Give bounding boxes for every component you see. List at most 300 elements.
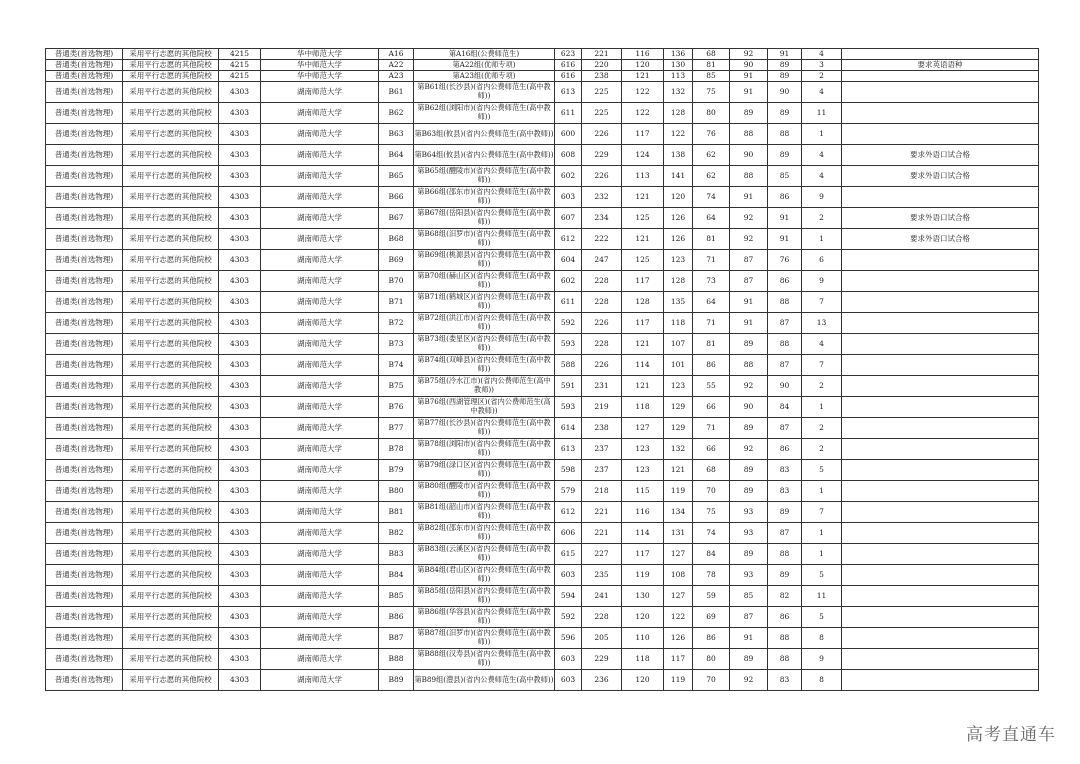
- cell-school-code: 4303: [219, 460, 261, 481]
- cell-rank-b: 76: [768, 250, 802, 271]
- cell-score-elective: 85: [693, 71, 730, 82]
- cell-school-name: 湖南师范大学: [261, 334, 379, 355]
- cell-category: 普通类(首选物理): [46, 124, 123, 145]
- cell-rank-a: 89: [730, 649, 768, 670]
- cell-rank-a: 87: [730, 607, 768, 628]
- cell-rank-b: 89: [768, 71, 802, 82]
- cell-group-code: B78: [379, 439, 414, 460]
- cell-rank-a: 90: [730, 60, 768, 71]
- cell-remark: [842, 103, 1039, 124]
- cell-rank-a: 89: [730, 481, 768, 502]
- cell-score-physics: 119: [664, 670, 693, 691]
- table-row: [46, 355, 1039, 376]
- cell-score-chinese-math: 247: [582, 250, 622, 271]
- cell-category: 普通类(首选物理): [46, 103, 123, 124]
- cell-school-code: 4303: [219, 271, 261, 292]
- cell-category: 普通类(首选物理): [46, 292, 123, 313]
- cell-admission-type: 采用平行志愿的其他院校: [123, 502, 219, 523]
- cell-category: 普通类(首选物理): [46, 565, 123, 586]
- table-row: [46, 124, 1039, 145]
- cell-rank-a: 88: [730, 166, 768, 187]
- cell-school-name: 湖南师范大学: [261, 481, 379, 502]
- cell-remark: [842, 544, 1039, 565]
- cell-score-chinese-math: 238: [582, 418, 622, 439]
- cell-score-chinese-math: 238: [582, 71, 622, 82]
- cell-admission-type: 采用平行志愿的其他院校: [123, 418, 219, 439]
- cell-score-elective: 75: [693, 502, 730, 523]
- cell-category: 普通类(首选物理): [46, 544, 123, 565]
- cell-score-physics: 123: [664, 250, 693, 271]
- cell-score-physics: 130: [664, 60, 693, 71]
- cell-min-total-score: 608: [555, 145, 582, 166]
- cell-score-english: 121: [622, 334, 664, 355]
- cell-group-code: B82: [379, 523, 414, 544]
- cell-remark: 要求外语口试合格: [842, 145, 1039, 166]
- cell-group-name: 第B81组(韶山市)(省内公费师范生(高中教师)): [414, 502, 555, 523]
- table-row: [46, 607, 1039, 628]
- cell-plan-count: 13: [802, 313, 842, 334]
- cell-group-name: 第B84组(君山区)(省内公费师范生(高中教师)): [414, 565, 555, 586]
- cell-rank-b: 89: [768, 565, 802, 586]
- cell-score-chinese-math: 221: [582, 523, 622, 544]
- cell-school-name: 湖南师范大学: [261, 145, 379, 166]
- cell-school-code: 4303: [219, 334, 261, 355]
- cell-score-elective: 66: [693, 439, 730, 460]
- cell-score-physics: 128: [664, 103, 693, 124]
- cell-score-english: 116: [622, 49, 664, 60]
- cell-group-code: B75: [379, 376, 414, 397]
- cell-score-elective: 64: [693, 208, 730, 229]
- cell-score-physics: 123: [664, 376, 693, 397]
- cell-category: 普通类(首选物理): [46, 271, 123, 292]
- cell-score-chinese-math: 220: [582, 60, 622, 71]
- cell-score-elective: 59: [693, 586, 730, 607]
- cell-school-name: 湖南师范大学: [261, 355, 379, 376]
- table-row: [46, 481, 1039, 502]
- cell-category: 普通类(首选物理): [46, 670, 123, 691]
- cell-score-physics: 118: [664, 313, 693, 334]
- cell-category: 普通类(首选物理): [46, 502, 123, 523]
- cell-score-physics: 135: [664, 292, 693, 313]
- cell-score-physics: 129: [664, 418, 693, 439]
- cell-admission-type: 采用平行志愿的其他院校: [123, 607, 219, 628]
- cell-min-total-score: 604: [555, 250, 582, 271]
- cell-school-name: 湖南师范大学: [261, 187, 379, 208]
- cell-score-chinese-math: 231: [582, 376, 622, 397]
- cell-group-name: 第A23组(优师专项): [414, 71, 555, 82]
- cell-plan-count: 11: [802, 586, 842, 607]
- cell-min-total-score: 579: [555, 481, 582, 502]
- cell-rank-a: 88: [730, 124, 768, 145]
- cell-min-total-score: 616: [555, 60, 582, 71]
- cell-admission-type: 采用平行志愿的其他院校: [123, 313, 219, 334]
- cell-group-name: 第B88组(汉寿县)(省内公费师范生(高中教师)): [414, 649, 555, 670]
- cell-score-chinese-math: 228: [582, 607, 622, 628]
- cell-plan-count: 2: [802, 418, 842, 439]
- cell-rank-a: 92: [730, 439, 768, 460]
- cell-school-name: 湖南师范大学: [261, 292, 379, 313]
- cell-min-total-score: 606: [555, 523, 582, 544]
- cell-score-physics: 132: [664, 439, 693, 460]
- cell-score-physics: 113: [664, 71, 693, 82]
- cell-score-physics: 122: [664, 124, 693, 145]
- cell-school-name: 湖南师范大学: [261, 523, 379, 544]
- cell-score-english: 121: [622, 71, 664, 82]
- cell-plan-count: 1: [802, 124, 842, 145]
- cell-admission-type: 采用平行志愿的其他院校: [123, 124, 219, 145]
- cell-rank-b: 89: [768, 60, 802, 71]
- cell-category: 普通类(首选物理): [46, 208, 123, 229]
- cell-school-name: 湖南师范大学: [261, 439, 379, 460]
- cell-score-english: 123: [622, 460, 664, 481]
- cell-score-elective: 64: [693, 292, 730, 313]
- cell-min-total-score: 603: [555, 187, 582, 208]
- cell-remark: [842, 271, 1039, 292]
- cell-group-name: 第B83组(云溪区)(省内公费师范生(高中教师)): [414, 544, 555, 565]
- cell-plan-count: 4: [802, 334, 842, 355]
- cell-group-name: 第B79组(渌口区)(省内公费师范生(高中教师)): [414, 460, 555, 481]
- admission-score-table: [45, 48, 1039, 691]
- cell-score-elective: 81: [693, 60, 730, 71]
- cell-school-name: 湖南师范大学: [261, 82, 379, 103]
- watermark-text: 高考直通车: [966, 725, 1056, 745]
- cell-rank-a: 91: [730, 292, 768, 313]
- cell-score-english: 125: [622, 208, 664, 229]
- cell-plan-count: 4: [802, 49, 842, 60]
- cell-admission-type: 采用平行志愿的其他院校: [123, 334, 219, 355]
- cell-remark: [842, 334, 1039, 355]
- cell-score-physics: 119: [664, 481, 693, 502]
- cell-score-elective: 78: [693, 565, 730, 586]
- table-row: [46, 460, 1039, 481]
- cell-remark: [842, 187, 1039, 208]
- cell-category: 普通类(首选物理): [46, 334, 123, 355]
- cell-remark: 要求英语语种: [842, 60, 1039, 71]
- cell-score-elective: 70: [693, 670, 730, 691]
- cell-score-elective: 71: [693, 250, 730, 271]
- cell-score-english: 114: [622, 523, 664, 544]
- cell-score-elective: 69: [693, 607, 730, 628]
- cell-plan-count: 8: [802, 628, 842, 649]
- cell-score-chinese-math: 235: [582, 565, 622, 586]
- cell-school-code: 4215: [219, 60, 261, 71]
- cell-admission-type: 采用平行志愿的其他院校: [123, 544, 219, 565]
- cell-admission-type: 采用平行志愿的其他院校: [123, 628, 219, 649]
- cell-group-code: B61: [379, 82, 414, 103]
- cell-group-name: 第B73组(娄星区)(省内公费师范生(高中教师)): [414, 334, 555, 355]
- table-row: [46, 334, 1039, 355]
- cell-rank-a: 90: [730, 397, 768, 418]
- cell-category: 普通类(首选物理): [46, 481, 123, 502]
- cell-rank-a: 93: [730, 565, 768, 586]
- cell-score-english: 113: [622, 166, 664, 187]
- cell-score-physics: 126: [664, 208, 693, 229]
- cell-group-code: B84: [379, 565, 414, 586]
- cell-rank-a: 91: [730, 628, 768, 649]
- cell-group-code: B64: [379, 145, 414, 166]
- cell-score-elective: 80: [693, 649, 730, 670]
- cell-group-code: A16: [379, 49, 414, 60]
- cell-score-english: 121: [622, 376, 664, 397]
- cell-group-name: 第B71组(鹤城区)(省内公费师范生(高中教师)): [414, 292, 555, 313]
- cell-score-elective: 80: [693, 103, 730, 124]
- cell-plan-count: 2: [802, 439, 842, 460]
- table-row: [46, 292, 1039, 313]
- cell-score-elective: 74: [693, 187, 730, 208]
- cell-rank-a: 92: [730, 229, 768, 250]
- table-row: [46, 502, 1039, 523]
- cell-rank-a: 87: [730, 250, 768, 271]
- cell-group-code: B79: [379, 460, 414, 481]
- cell-group-name: 第B67组(岳阳县)(省内公费师范生(高中教师)): [414, 208, 555, 229]
- cell-school-name: 湖南师范大学: [261, 544, 379, 565]
- cell-school-code: 4303: [219, 439, 261, 460]
- cell-rank-b: 86: [768, 187, 802, 208]
- cell-score-elective: 68: [693, 460, 730, 481]
- cell-score-chinese-math: 236: [582, 670, 622, 691]
- cell-group-name: 第B89组(澧县)(省内公费师范生(高中教师)): [414, 670, 555, 691]
- cell-score-physics: 127: [664, 544, 693, 565]
- cell-school-code: 4215: [219, 71, 261, 82]
- cell-score-english: 121: [622, 229, 664, 250]
- cell-school-code: 4303: [219, 250, 261, 271]
- cell-plan-count: 11: [802, 103, 842, 124]
- cell-min-total-score: 602: [555, 271, 582, 292]
- table-row: [46, 649, 1039, 670]
- cell-score-english: 120: [622, 60, 664, 71]
- cell-group-name: 第B75组(冷水江市)(省内公费师范生(高中教师)): [414, 376, 555, 397]
- cell-school-code: 4303: [219, 607, 261, 628]
- cell-remark: [842, 124, 1039, 145]
- table-row: [46, 586, 1039, 607]
- cell-score-english: 121: [622, 187, 664, 208]
- cell-min-total-score: 593: [555, 397, 582, 418]
- cell-rank-a: 92: [730, 670, 768, 691]
- cell-category: 普通类(首选物理): [46, 649, 123, 670]
- cell-admission-type: 采用平行志愿的其他院校: [123, 60, 219, 71]
- cell-score-elective: 62: [693, 145, 730, 166]
- cell-rank-a: 91: [730, 71, 768, 82]
- cell-group-code: A23: [379, 71, 414, 82]
- cell-group-code: B81: [379, 502, 414, 523]
- cell-min-total-score: 616: [555, 71, 582, 82]
- cell-school-code: 4303: [219, 649, 261, 670]
- cell-score-chinese-math: 219: [582, 397, 622, 418]
- cell-score-elective: 75: [693, 82, 730, 103]
- cell-rank-a: 91: [730, 82, 768, 103]
- cell-score-elective: 70: [693, 481, 730, 502]
- cell-category: 普通类(首选物理): [46, 145, 123, 166]
- cell-group-name: 第A22组(优师专项): [414, 60, 555, 71]
- cell-min-total-score: 592: [555, 607, 582, 628]
- cell-school-code: 4303: [219, 544, 261, 565]
- cell-plan-count: 2: [802, 71, 842, 82]
- cell-score-elective: 62: [693, 166, 730, 187]
- cell-group-code: B74: [379, 355, 414, 376]
- cell-school-name: 湖南师范大学: [261, 607, 379, 628]
- cell-score-chinese-math: 228: [582, 334, 622, 355]
- cell-school-code: 4303: [219, 418, 261, 439]
- cell-plan-count: 7: [802, 292, 842, 313]
- cell-remark: [842, 313, 1039, 334]
- cell-min-total-score: 613: [555, 82, 582, 103]
- cell-rank-b: 91: [768, 229, 802, 250]
- cell-remark: [842, 71, 1039, 82]
- cell-remark: [842, 607, 1039, 628]
- table-row: [46, 166, 1039, 187]
- cell-school-code: 4303: [219, 82, 261, 103]
- cell-school-name: 湖南师范大学: [261, 166, 379, 187]
- table-row: [46, 670, 1039, 691]
- cell-plan-count: 5: [802, 607, 842, 628]
- cell-plan-count: 2: [802, 376, 842, 397]
- cell-plan-count: 1: [802, 229, 842, 250]
- cell-rank-b: 91: [768, 208, 802, 229]
- cell-school-name: 湖南师范大学: [261, 103, 379, 124]
- cell-group-name: 第B87组(汨罗市)(省内公费师范生(高中教师)): [414, 628, 555, 649]
- cell-rank-a: 89: [730, 334, 768, 355]
- cell-rank-a: 92: [730, 49, 768, 60]
- cell-remark: [842, 439, 1039, 460]
- cell-category: 普通类(首选物理): [46, 439, 123, 460]
- cell-school-name: 湖南师范大学: [261, 628, 379, 649]
- cell-rank-b: 88: [768, 649, 802, 670]
- cell-rank-b: 82: [768, 586, 802, 607]
- cell-rank-b: 89: [768, 103, 802, 124]
- cell-score-elective: 71: [693, 313, 730, 334]
- table-row: [46, 313, 1039, 334]
- cell-group-code: B67: [379, 208, 414, 229]
- cell-group-name: 第A16组(公费师范生): [414, 49, 555, 60]
- cell-group-code: B88: [379, 649, 414, 670]
- cell-school-code: 4303: [219, 628, 261, 649]
- cell-school-name: 华中师范大学: [261, 60, 379, 71]
- cell-rank-a: 91: [730, 187, 768, 208]
- cell-min-total-score: 603: [555, 565, 582, 586]
- cell-category: 普通类(首选物理): [46, 166, 123, 187]
- cell-score-physics: 138: [664, 145, 693, 166]
- cell-score-physics: 141: [664, 166, 693, 187]
- table-row: [46, 229, 1039, 250]
- cell-score-chinese-math: 227: [582, 544, 622, 565]
- cell-score-elective: 71: [693, 418, 730, 439]
- cell-group-code: B86: [379, 607, 414, 628]
- table-row: [46, 250, 1039, 271]
- cell-score-elective: 86: [693, 628, 730, 649]
- cell-rank-b: 88: [768, 334, 802, 355]
- cell-score-english: 117: [622, 313, 664, 334]
- cell-min-total-score: 596: [555, 628, 582, 649]
- cell-school-code: 4303: [219, 586, 261, 607]
- cell-category: 普通类(首选物理): [46, 313, 123, 334]
- cell-remark: [842, 250, 1039, 271]
- cell-score-chinese-math: 228: [582, 292, 622, 313]
- cell-group-name: 第B86组(华容县)(省内公费师范生(高中教师)): [414, 607, 555, 628]
- table-row: [46, 376, 1039, 397]
- cell-school-name: 湖南师范大学: [261, 376, 379, 397]
- cell-rank-b: 85: [768, 166, 802, 187]
- cell-group-code: B83: [379, 544, 414, 565]
- cell-score-chinese-math: 241: [582, 586, 622, 607]
- cell-rank-a: 92: [730, 376, 768, 397]
- cell-rank-b: 83: [768, 481, 802, 502]
- cell-admission-type: 采用平行志愿的其他院校: [123, 649, 219, 670]
- cell-admission-type: 采用平行志愿的其他院校: [123, 523, 219, 544]
- cell-plan-count: 1: [802, 397, 842, 418]
- table-row: [46, 60, 1039, 71]
- cell-score-physics: 120: [664, 187, 693, 208]
- cell-plan-count: 1: [802, 523, 842, 544]
- cell-group-name: 第B61组(长沙县)(省内公费师范生(高中教师)): [414, 82, 555, 103]
- cell-rank-b: 87: [768, 523, 802, 544]
- cell-admission-type: 采用平行志愿的其他院校: [123, 229, 219, 250]
- cell-school-name: 湖南师范大学: [261, 670, 379, 691]
- cell-score-physics: 127: [664, 586, 693, 607]
- table-body: [46, 49, 1039, 691]
- cell-score-chinese-math: 226: [582, 124, 622, 145]
- cell-admission-type: 采用平行志愿的其他院校: [123, 586, 219, 607]
- cell-score-english: 119: [622, 565, 664, 586]
- cell-remark: [842, 502, 1039, 523]
- cell-school-code: 4303: [219, 355, 261, 376]
- table-row: [46, 82, 1039, 103]
- cell-rank-a: 88: [730, 355, 768, 376]
- cell-rank-b: 83: [768, 670, 802, 691]
- table-row: [46, 523, 1039, 544]
- cell-score-english: 120: [622, 607, 664, 628]
- cell-group-code: B85: [379, 586, 414, 607]
- cell-school-code: 4303: [219, 397, 261, 418]
- cell-category: 普通类(首选物理): [46, 418, 123, 439]
- cell-score-physics: 122: [664, 607, 693, 628]
- cell-group-code: B70: [379, 271, 414, 292]
- cell-plan-count: 1: [802, 481, 842, 502]
- cell-score-chinese-math: 205: [582, 628, 622, 649]
- cell-plan-count: 4: [802, 145, 842, 166]
- cell-rank-a: 89: [730, 418, 768, 439]
- cell-school-name: 湖南师范大学: [261, 229, 379, 250]
- cell-school-code: 4303: [219, 208, 261, 229]
- cell-admission-type: 采用平行志愿的其他院校: [123, 376, 219, 397]
- cell-school-code: 4303: [219, 313, 261, 334]
- cell-score-english: 117: [622, 544, 664, 565]
- cell-group-code: B62: [379, 103, 414, 124]
- cell-rank-a: 89: [730, 544, 768, 565]
- cell-group-name: 第B62组(浏阳市)(省内公费师范生(高中教师)): [414, 103, 555, 124]
- cell-rank-b: 87: [768, 355, 802, 376]
- cell-rank-b: 89: [768, 145, 802, 166]
- cell-group-name: 第B72组(洪江市)(省内公费师范生(高中教师)): [414, 313, 555, 334]
- cell-category: 普通类(首选物理): [46, 586, 123, 607]
- cell-score-elective: 74: [693, 523, 730, 544]
- cell-rank-b: 88: [768, 292, 802, 313]
- cell-group-name: 第B85组(岳阳县)(省内公费师范生(高中教师)): [414, 586, 555, 607]
- cell-score-english: 120: [622, 670, 664, 691]
- cell-rank-b: 89: [768, 502, 802, 523]
- cell-rank-a: 85: [730, 586, 768, 607]
- cell-rank-b: 84: [768, 397, 802, 418]
- cell-score-elective: 81: [693, 229, 730, 250]
- cell-group-name: 第B76组(西湖管理区)(省内公费师范生(高中教师)): [414, 397, 555, 418]
- cell-school-code: 4303: [219, 481, 261, 502]
- cell-min-total-score: 598: [555, 460, 582, 481]
- cell-category: 普通类(首选物理): [46, 60, 123, 71]
- cell-min-total-score: 611: [555, 292, 582, 313]
- cell-group-code: B87: [379, 628, 414, 649]
- cell-school-name: 湖南师范大学: [261, 502, 379, 523]
- cell-min-total-score: 614: [555, 418, 582, 439]
- table-row: [46, 397, 1039, 418]
